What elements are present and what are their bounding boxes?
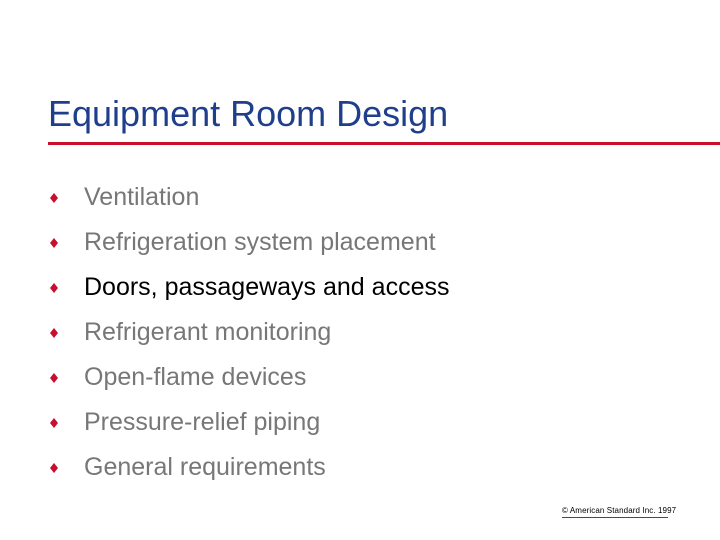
bullet-label: Open-flame devices [84,363,307,391]
bullet-label: Doors, passageways and access [84,273,450,301]
diamond-bullet-icon [50,373,84,383]
diamond-bullet-icon [50,193,84,203]
bullet-item-pressure-relief-piping [50,400,449,445]
bullet-item-refrigerant-monitoring [50,310,449,355]
bullet-item-general-requirements [50,445,449,490]
bullet-list [50,175,449,490]
copyright-footer: © American Standard Inc. 1997 [562,506,677,515]
diamond-bullet-icon [50,463,84,473]
diamond-bullet-icon [50,328,84,338]
diamond-bullet-icon [50,238,84,248]
bullet-item-doors-passageways-access [50,265,449,310]
bullet-label: Refrigeration system placement [84,228,436,256]
bullet-item-ventilation [50,175,449,220]
bullet-label: Ventilation [84,183,200,211]
bullet-label: Pressure-relief piping [84,408,321,436]
title-underline [48,142,720,145]
slide-title: Equipment Room Design [48,93,449,134]
bullet-label: General requirements [84,453,326,481]
footer-underline [562,517,668,518]
bullet-label: Refrigerant monitoring [84,318,332,346]
diamond-bullet-icon [50,418,84,428]
diamond-bullet-icon [50,283,84,293]
bullet-item-refrigeration-system-placement [50,220,449,265]
bullet-item-open-flame-devices [50,355,449,400]
